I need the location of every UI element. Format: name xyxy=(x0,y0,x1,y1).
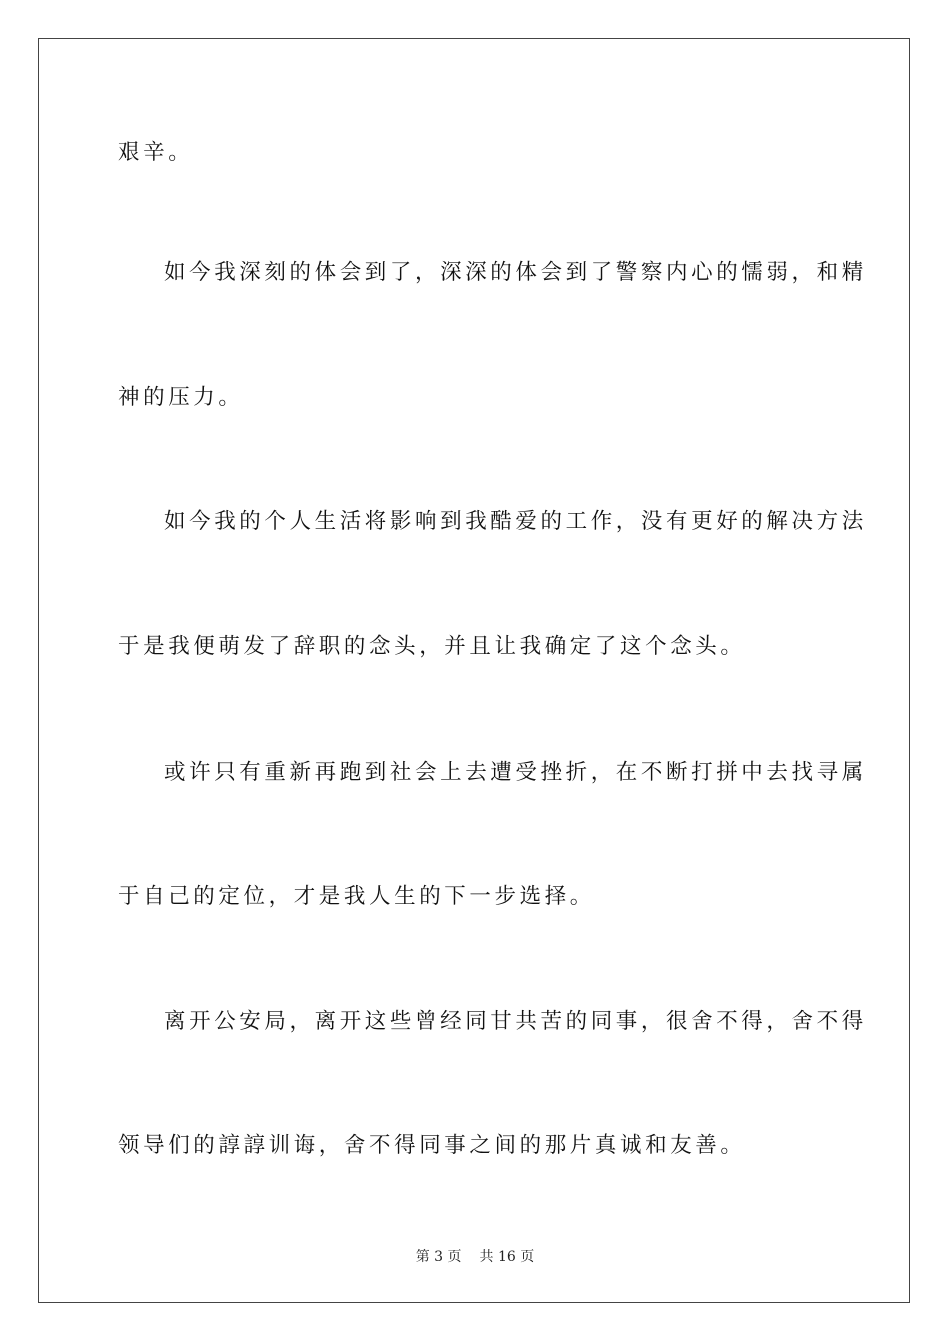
page-border xyxy=(38,38,910,1303)
text-line: 领导们的諄諄训诲，舍不得同事之间的那片真诚和友善。 xyxy=(118,1133,746,1158)
paragraph-first-line: 离开公安局，离开这些曾经同甘共苦的同事，很舍不得，舍不得 xyxy=(164,1009,867,1034)
total-pages: 共 16 页 xyxy=(479,1249,535,1265)
text-line: 于自己的定位，才是我人生的下一步选择。 xyxy=(118,884,595,909)
text-line: 于是我便萌发了辞职的念头，并且让我确定了这个念头。 xyxy=(118,634,746,659)
page-footer xyxy=(0,1247,950,1267)
text-line: 神的压力。 xyxy=(118,385,244,410)
paragraph-first-line: 或许只有重新再跑到社会上去遭受挫折，在不断打拼中去找寻属 xyxy=(164,760,867,785)
paragraph-first-line: 如今我的个人生活将影响到我酷爱的工作，没有更好的解决方法 xyxy=(164,509,867,534)
page-number: 第 3 页 xyxy=(415,1249,462,1265)
text-line: 艰辛。 xyxy=(118,140,194,165)
paragraph-first-line: 如今我深刻的体会到了，深深的体会到了警察内心的懦弱，和精 xyxy=(164,260,867,285)
